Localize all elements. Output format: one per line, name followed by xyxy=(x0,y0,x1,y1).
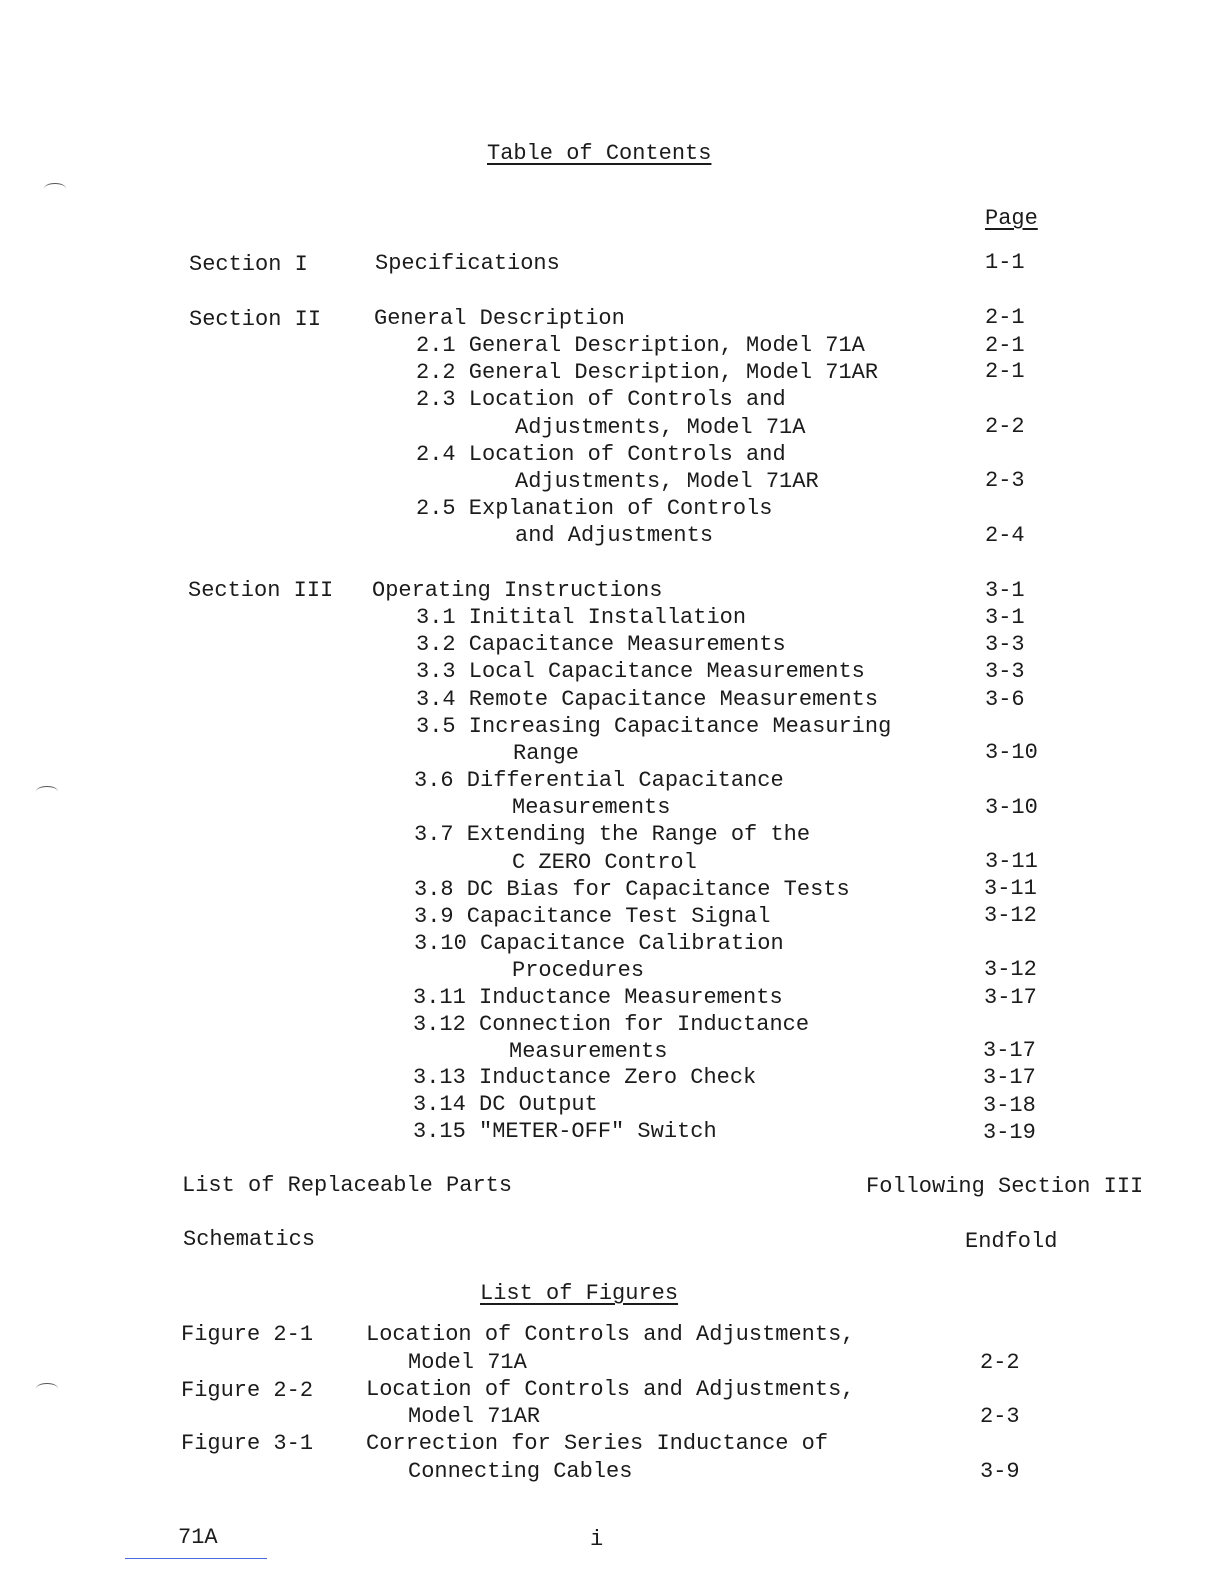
toc-entry-page: 3-10 xyxy=(985,795,1038,820)
toc-entry-page: 3-10 xyxy=(985,740,1038,765)
footer-rule xyxy=(125,1558,267,1559)
figure-title: Correction for Series Inductance of xyxy=(366,1431,829,1456)
toc-entry-title: 3.2 Capacitance Measurements xyxy=(416,632,786,657)
toc-entry-title-continued: C ZERO Control xyxy=(512,850,697,875)
section-title: Operating Instructions xyxy=(372,578,663,603)
toc-entry-title: 2.1 General Description, Model 71A xyxy=(416,333,865,358)
toc-entry-title-continued: Measurements xyxy=(509,1039,668,1064)
toc-entry-page: 2-4 xyxy=(985,523,1025,548)
toc-entry-page: 2-3 xyxy=(985,468,1025,493)
margin-mark xyxy=(44,183,66,194)
page-title: Table of Contents xyxy=(487,141,712,166)
figure-label: Figure 2-1 xyxy=(181,1322,314,1347)
margin-mark xyxy=(36,786,58,797)
footer-page-number: i xyxy=(590,1527,604,1552)
section-page: 2-1 xyxy=(985,305,1025,330)
section-page: 1-1 xyxy=(985,250,1025,275)
figures-title: List of Figures xyxy=(480,1281,679,1306)
toc-entry-page: 3-19 xyxy=(983,1120,1036,1145)
toc-entry-title: 3.11 Inductance Measurements xyxy=(413,985,783,1010)
toc-entry-page: 2-2 xyxy=(985,414,1025,439)
toc-entry-page: 2-1 xyxy=(985,359,1025,384)
toc-entry-title: 3.13 Inductance Zero Check xyxy=(413,1065,757,1090)
toc-entry-title: 2.3 Location of Controls and xyxy=(416,387,786,412)
toc-entry-title-continued: Measurements xyxy=(512,795,671,820)
parts-label: List of Replaceable Parts xyxy=(182,1173,513,1198)
toc-entry-title: 3.3 Local Capacitance Measurements xyxy=(416,659,865,684)
toc-entry-page: 2-1 xyxy=(985,333,1025,358)
toc-entry-title-continued: Adjustments, Model 71A xyxy=(515,415,806,440)
section-label: Section I xyxy=(189,252,308,277)
toc-entry-title: 2.2 General Description, Model 71AR xyxy=(416,360,879,385)
toc-entry-page: 3-11 xyxy=(985,849,1038,874)
toc-entry-page: 3-6 xyxy=(985,687,1025,712)
toc-entry-page: 3-18 xyxy=(983,1093,1036,1118)
schematics-label: Schematics xyxy=(183,1227,316,1252)
toc-entry-page: 3-11 xyxy=(984,876,1037,901)
figure-title-continued: Connecting Cables xyxy=(408,1459,633,1484)
toc-entry-page: 3-3 xyxy=(985,659,1025,684)
toc-entry-title: 3.15 "METER-OFF" Switch xyxy=(413,1119,717,1144)
toc-entry-title: 3.14 DC Output xyxy=(413,1092,598,1117)
toc-entry-title: 3.7 Extending the Range of the xyxy=(414,822,811,847)
figure-label: Figure 2-2 xyxy=(181,1378,314,1403)
page-column-header: Page xyxy=(985,206,1038,231)
toc-entry-title-continued: Adjustments, Model 71AR xyxy=(515,469,819,494)
toc-entry-title: 3.12 Connection for Inductance xyxy=(413,1012,810,1037)
figure-title: Location of Controls and Adjustments, xyxy=(366,1377,855,1402)
section-label: Section II xyxy=(189,307,322,332)
toc-entry-page: 3-17 xyxy=(983,1038,1036,1063)
toc-entry-page: 3-1 xyxy=(985,605,1025,630)
toc-entry-page: 3-12 xyxy=(984,957,1037,982)
toc-entry-title: 2.5 Explanation of Controls xyxy=(416,496,773,521)
figure-page: 3-9 xyxy=(980,1459,1020,1484)
figure-page: 2-2 xyxy=(980,1350,1020,1375)
footer-model: 71A xyxy=(178,1525,218,1550)
toc-entry-title: 3.5 Increasing Capacitance Measuring xyxy=(416,714,892,739)
toc-entry-page: 3-17 xyxy=(984,985,1037,1010)
schematics-location: Endfold xyxy=(965,1229,1058,1254)
figure-title: Location of Controls and Adjustments, xyxy=(366,1322,855,1347)
toc-entry-title: 3.1 Initital Installation xyxy=(416,605,747,630)
margin-mark xyxy=(36,1383,58,1394)
figure-label: Figure 3-1 xyxy=(181,1431,314,1456)
toc-entry-page: 3-17 xyxy=(983,1065,1036,1090)
section-label: Section III xyxy=(188,578,334,603)
toc-entry-page: 3-12 xyxy=(984,903,1037,928)
toc-entry-title-continued: and Adjustments xyxy=(515,523,714,548)
section-page: 3-1 xyxy=(985,578,1025,603)
toc-entry-title-continued: Procedures xyxy=(512,958,645,983)
toc-entry-page: 3-3 xyxy=(985,632,1025,657)
toc-entry-title: 2.4 Location of Controls and xyxy=(416,442,786,467)
section-title: General Description xyxy=(374,306,625,331)
figure-page: 2-3 xyxy=(980,1404,1020,1429)
parts-location: Following Section III xyxy=(866,1174,1144,1199)
toc-entry-title: 3.4 Remote Capacitance Measurements xyxy=(416,687,879,712)
section-title: Specifications xyxy=(375,251,560,276)
toc-entry-title: 3.10 Capacitance Calibration xyxy=(414,931,784,956)
figure-title-continued: Model 71A xyxy=(408,1350,527,1375)
toc-entry-title: 3.6 Differential Capacitance xyxy=(414,768,784,793)
figure-title-continued: Model 71AR xyxy=(408,1404,541,1429)
toc-entry-title: 3.8 DC Bias for Capacitance Tests xyxy=(414,877,850,902)
toc-entry-title: 3.9 Capacitance Test Signal xyxy=(414,904,771,929)
toc-entry-title-continued: Range xyxy=(513,741,580,766)
